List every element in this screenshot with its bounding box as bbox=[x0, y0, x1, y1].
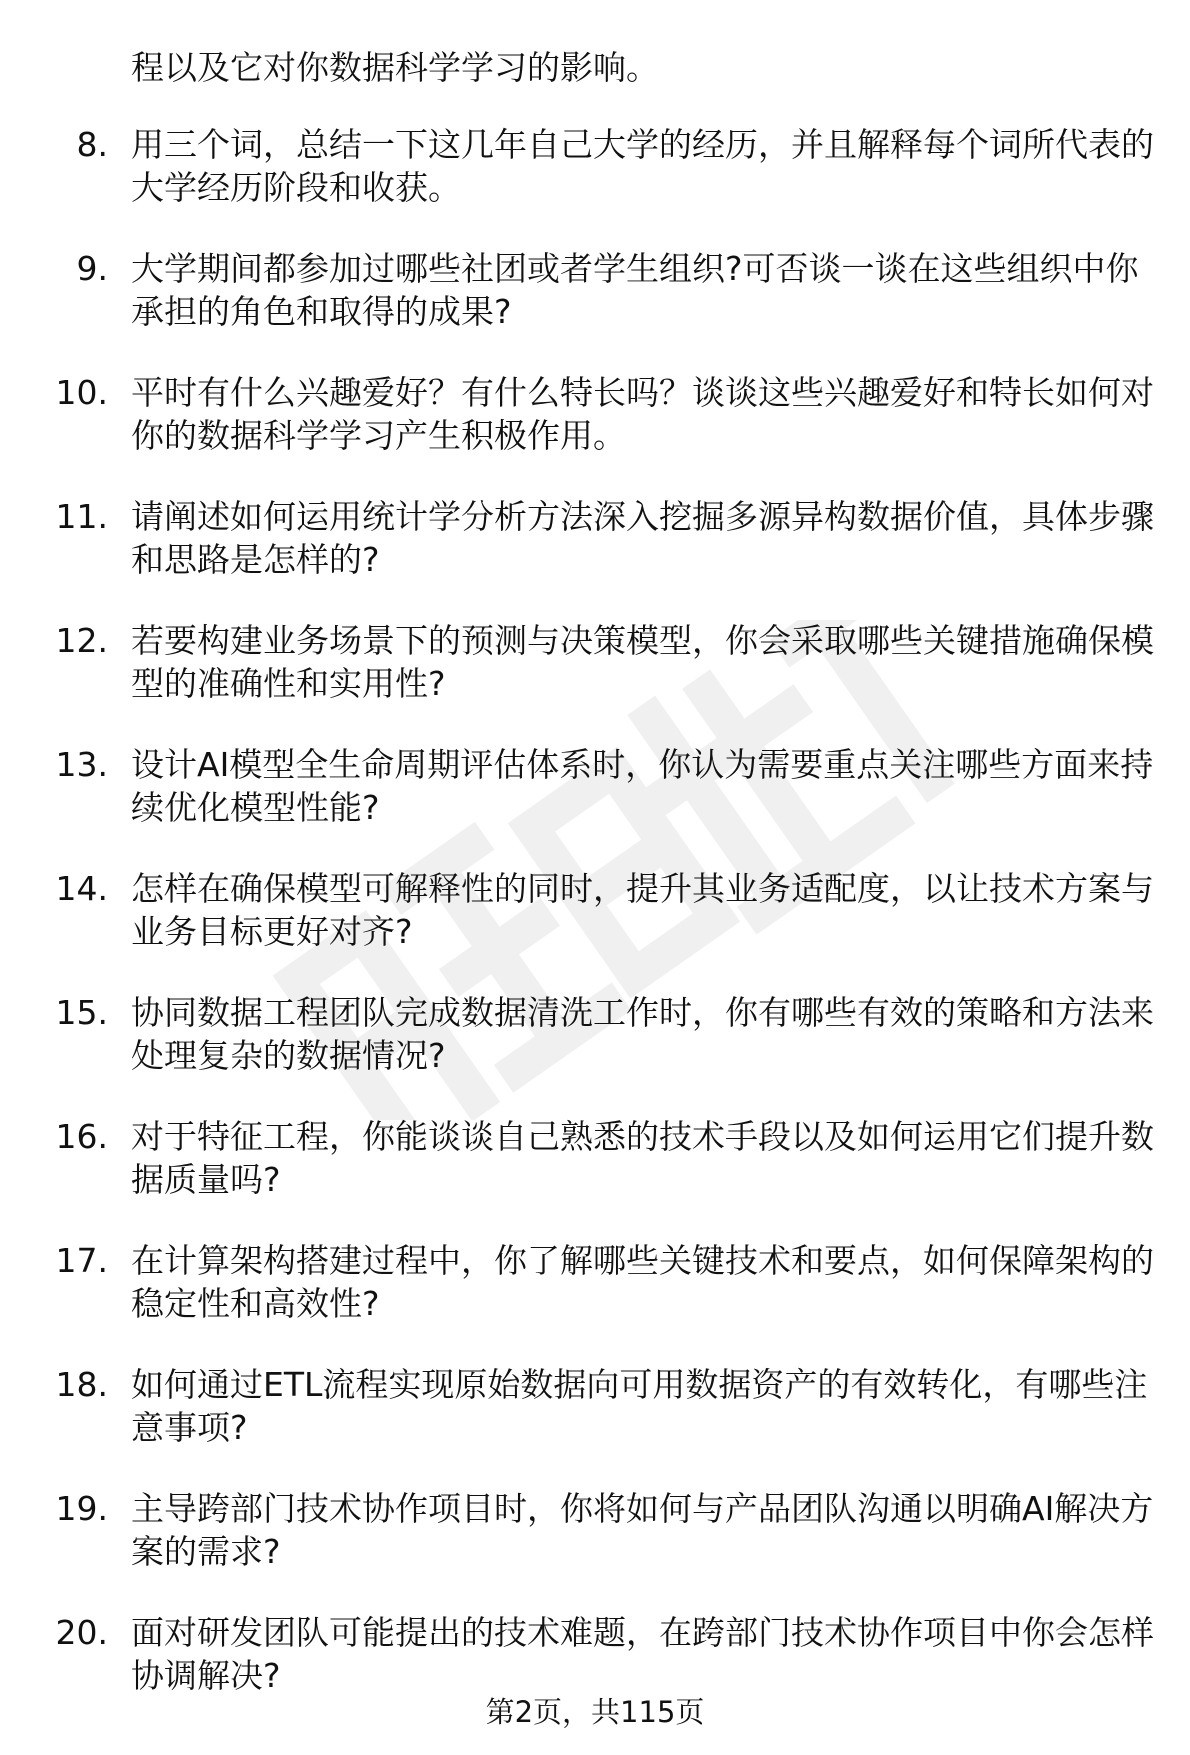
continuation-text: 程以及它对你数据科学学习的影响。 bbox=[131, 48, 659, 87]
question-number: 20. bbox=[55, 1613, 108, 1652]
question-text: 怎样在确保模型可解释性的同时，提升其业务适配度，以让技术方案与业务目标更好对齐? bbox=[131, 869, 1154, 951]
question-list bbox=[0, 125, 1190, 1737]
question-text: 面对研发团队可能提出的技术难题，在跨部门技术协作项目中你会怎样协调解决? bbox=[131, 1613, 1154, 1695]
question-text: 请阐述如何运用统计学分析方法深入挖掘多源异构数据价值，具体步骤和思路是怎样的? bbox=[131, 497, 1154, 579]
question-number: 8. bbox=[76, 125, 108, 164]
question-item bbox=[0, 1241, 1190, 1365]
question-item bbox=[0, 373, 1190, 497]
question-text: 若要构建业务场景下的预测与决策模型，你会采取哪些关键措施确保模型的准确性和实用性? bbox=[131, 621, 1154, 703]
question-number: 13. bbox=[55, 745, 108, 784]
question-text: 大学期间都参加过哪些社团或者学生组织?可否谈一谈在这些组织中你承担的角色和取得的成果? bbox=[131, 249, 1139, 331]
question-number: 15. bbox=[55, 993, 108, 1032]
question-item bbox=[0, 993, 1190, 1117]
question-item bbox=[0, 1489, 1190, 1613]
question-item bbox=[0, 1365, 1190, 1489]
question-item bbox=[0, 1117, 1190, 1241]
question-text: 协同数据工程团队完成数据清洗工作时，你有哪些有效的策略和方法来处理复杂的数据情况? bbox=[131, 993, 1154, 1075]
question-number: 12. bbox=[55, 621, 108, 660]
question-item bbox=[0, 497, 1190, 621]
question-number: 16. bbox=[55, 1117, 108, 1156]
question-text: 对于特征工程，你能谈谈自己熟悉的技术手段以及如何运用它们提升数据质量吗? bbox=[131, 1117, 1154, 1199]
question-number: 14. bbox=[55, 869, 108, 908]
question-item bbox=[0, 125, 1190, 249]
question-item bbox=[0, 249, 1190, 373]
question-text: 用三个词，总结一下这几年自己大学的经历，并且解释每个词所代表的大学经历阶段和收获。 bbox=[131, 125, 1154, 207]
question-text: 如何通过ETL流程实现原始数据向可用数据资产的有效转化，有哪些注意事项? bbox=[131, 1365, 1148, 1447]
question-number: 19. bbox=[55, 1489, 108, 1528]
question-text: 在计算架构搭建过程中，你了解哪些关键技术和要点，如何保障架构的稳定性和高效性? bbox=[131, 1241, 1154, 1323]
question-number: 9. bbox=[76, 249, 108, 288]
question-text: 设计AI模型全生命周期评估体系时，你认为需要重点关注哪些方面来持续优化模型性能? bbox=[131, 745, 1154, 827]
question-item bbox=[0, 869, 1190, 993]
question-text: 主导跨部门技术协作项目时，你将如何与产品团队沟通以明确AI解决方案的需求? bbox=[131, 1489, 1154, 1571]
question-number: 18. bbox=[55, 1365, 108, 1404]
question-text: 平时有什么兴趣爱好？有什么特长吗？谈谈这些兴趣爱好和特长如何对你的数据科学学习产生积极作用。 bbox=[131, 373, 1154, 455]
question-number: 11. bbox=[55, 497, 108, 536]
page-indicator: 第2页，共115页 bbox=[485, 1695, 705, 1729]
question-number: 10. bbox=[55, 373, 108, 412]
question-item bbox=[0, 745, 1190, 869]
question-number: 17. bbox=[55, 1241, 108, 1280]
question-item bbox=[0, 621, 1190, 745]
